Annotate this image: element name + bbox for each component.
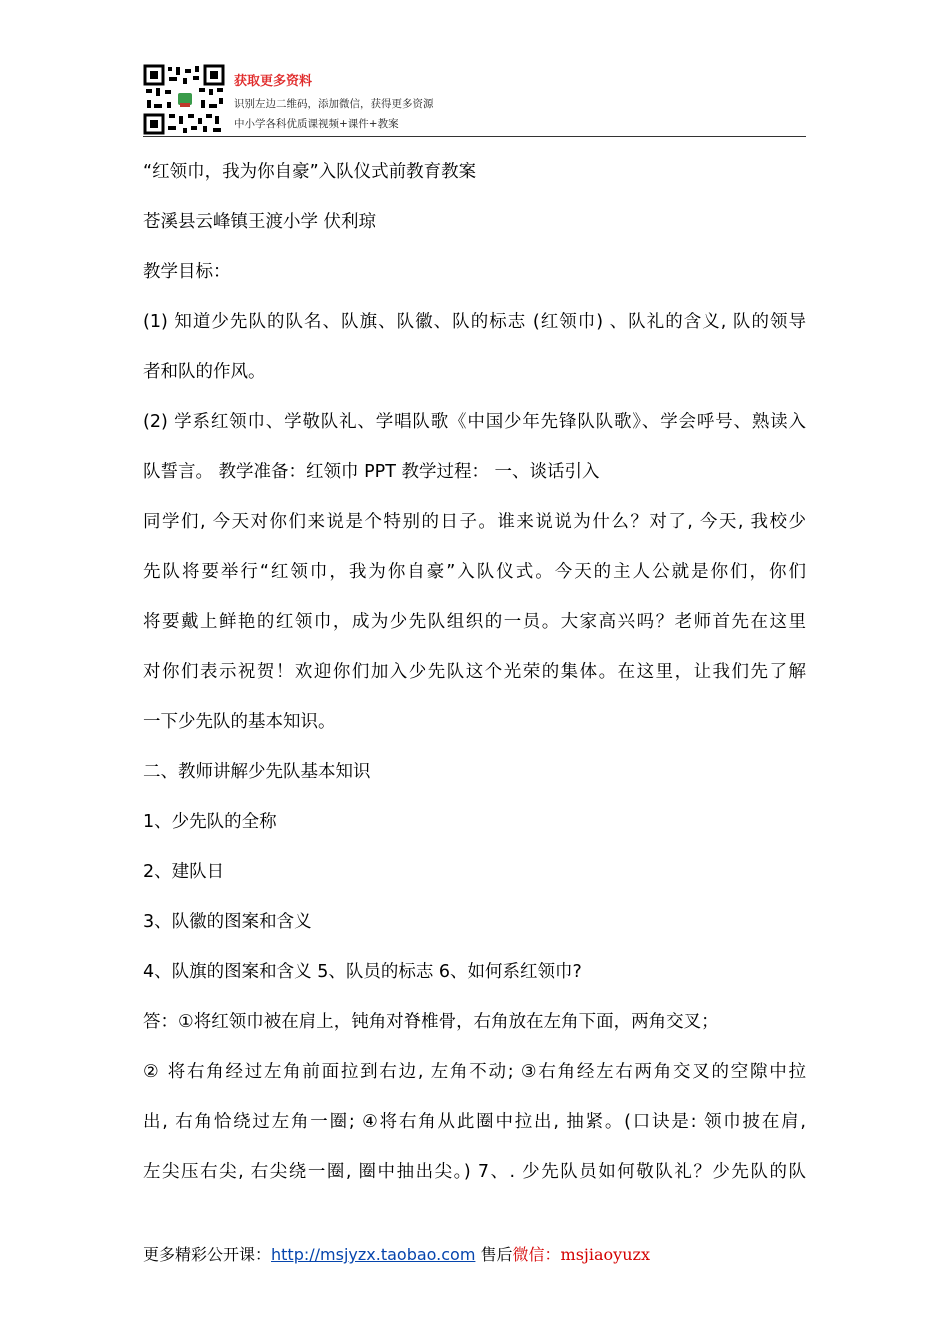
text-line: 将要戴上鲜艳的红领巾，成为少先队组织的一员。大家高兴吗？老师首先在这里: [143, 612, 806, 632]
text-line: 出, 右角恰绕过左角一圈; ④将右角从此圈中拉出, 抽紧。(口诀是: 领巾披在肩,: [143, 1112, 806, 1132]
text-line: 对你们表示祝贺！欢迎你们加入少先队这个光荣的集体。在这里，让我们先了解: [143, 662, 806, 682]
text-line: 者和队的作风。: [143, 362, 266, 382]
footer-wechat-label: 微信：: [512, 1245, 561, 1264]
section-heading: 二、教师讲解少先队基本知识: [143, 762, 371, 782]
text-line: 教学目标：: [143, 262, 231, 282]
list-item: 1、少先队的全称: [143, 812, 277, 832]
list-item: 2、建队日: [143, 862, 225, 882]
text-line: 同学们, 今天对你们来说是个特别的日子。谁来说说为什么？对了, 今天, 我校少: [143, 512, 806, 532]
text-line: 队誓言。 教学准备：红领巾 PPT 教学过程： 一、谈话引入: [143, 462, 600, 482]
promo-title: 获取更多资料: [234, 74, 313, 89]
text-line: ② 将右角经过左角前面拉到右边, 左角不动; ③右角经左右两角交叉的空隙中拉: [143, 1062, 806, 1082]
promo-line: 中小学各科优质课视频+课件+教案: [234, 118, 399, 130]
footer-wechat-id: msjiaoyuzx: [560, 1245, 650, 1264]
list-item: 3、队徽的图案和含义: [143, 912, 312, 932]
text-line: 答：①将红领巾被在肩上，钝角对脊椎骨，右角放在左角下面，两角交叉；: [143, 1012, 719, 1032]
promo-line: 识别左边二维码，添加微信，获得更多资源: [234, 98, 434, 110]
footer-link[interactable]: http://msjyzx.taobao.com: [271, 1245, 476, 1264]
text-line: (2) 学系红领巾、学敬队礼、学唱队歌《中国少年先锋队队歌》、学会呼号、熟读入: [143, 412, 806, 432]
list-item: 4、队旗的图案和含义 5、队员的标志 6、如何系红领巾?: [143, 962, 582, 982]
footer: [143, 1242, 650, 1265]
header-divider: [143, 136, 806, 137]
text-line: (1) 知道少先队的队名、队旗、队徽、队的标志 (红领巾) 、队礼的含义, 队的领导: [143, 312, 806, 332]
text-line: 一下少先队的基本知识。: [143, 712, 336, 732]
footer-after-sales: 售后: [475, 1245, 513, 1264]
qr-code-icon[interactable]: [143, 64, 225, 135]
text-line: 先队将要举行“红领巾，我为你自豪”入队仪式。今天的主人公就是你们，你们: [143, 562, 806, 582]
author-line: 苍溪县云峰镇王渡小学 伏利琼: [143, 212, 377, 232]
promo-header: [143, 64, 806, 138]
footer-prefix: 更多精彩公开课：: [143, 1245, 272, 1264]
document-title: “红领巾，我为你自豪”入队仪式前教育教案: [143, 162, 477, 182]
text-line: 左尖压右尖, 右尖绕一圈, 圈中抽出尖。) 7、. 少先队员如何敬队礼？少先队的队: [143, 1162, 806, 1182]
